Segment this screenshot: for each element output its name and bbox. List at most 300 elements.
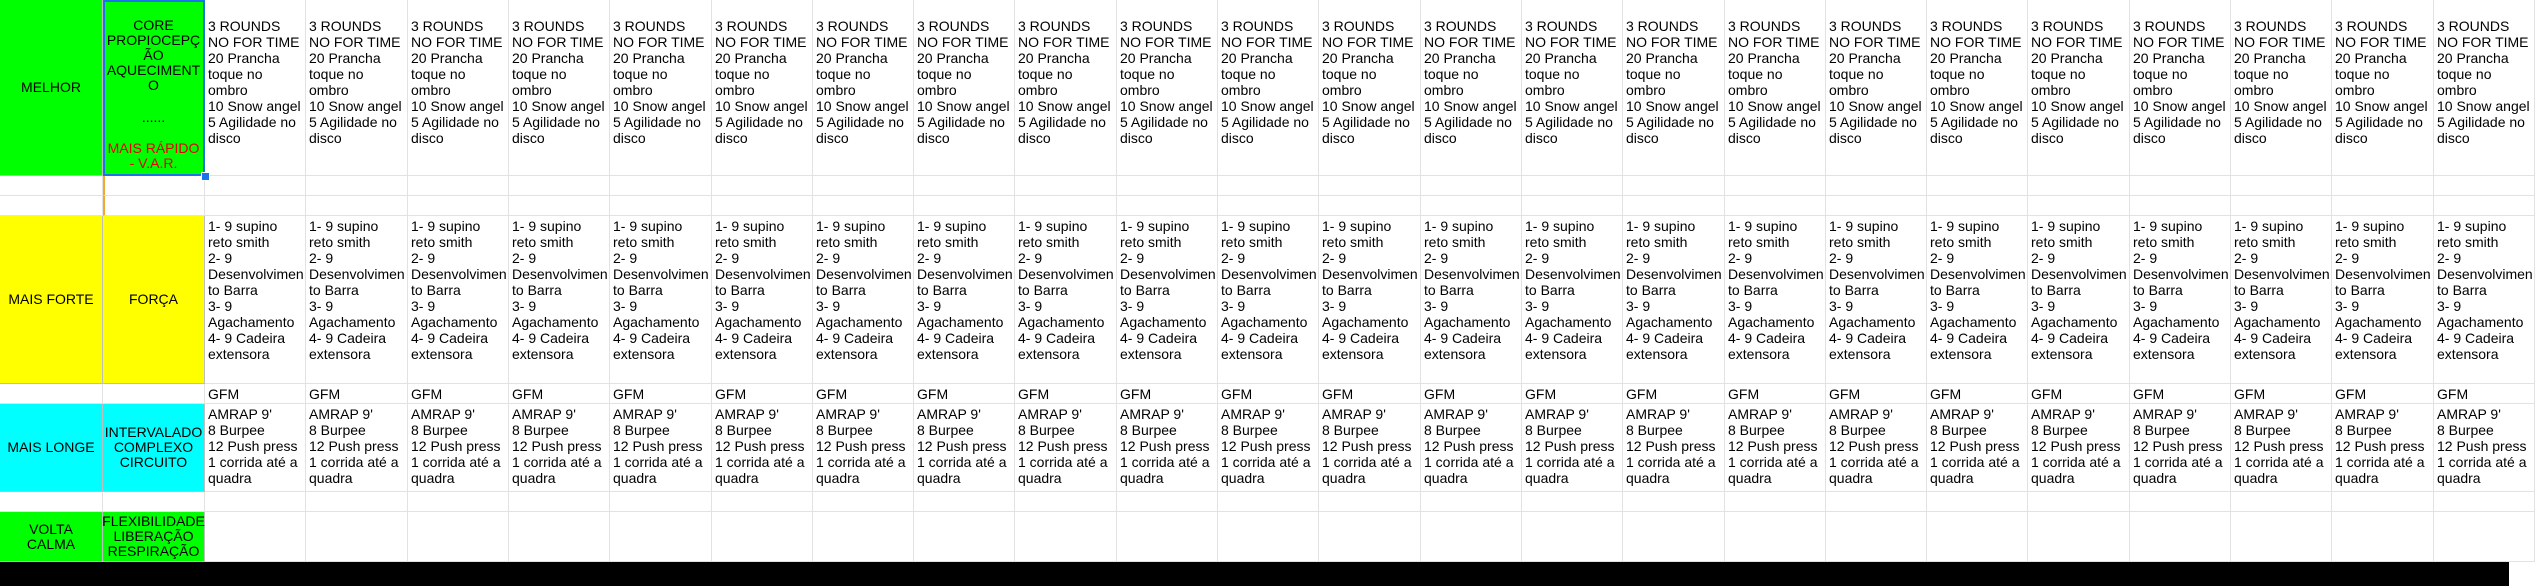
cell-empty[interactable]: [1319, 0, 1421, 16]
cell-rounds[interactable]: [2130, 16, 2231, 176]
cell-rounds[interactable]: [2028, 16, 2130, 176]
cell-empty[interactable]: [813, 0, 914, 16]
cell-empty[interactable]: [408, 0, 509, 16]
category-mais-longe-text: MAIS LONGE: [7, 439, 95, 455]
cell-rounds-text: 3 ROUNDS NO FOR TIME 20 Prancha toque no ombro 10 Snow angel 5 Agilidade no disco: [512, 18, 605, 146]
cell-forca-exercicios-text: 1- 9 supino reto smith 2- 9 Desenvolvimento Barra 3- 9 Agachamento 4- 9 Cadeira extensora: [613, 218, 709, 362]
cell-amrap[interactable]: [2434, 404, 2535, 492]
warmup-var-text: MAIS RÁPIDO - V.A.R.: [107, 140, 200, 171]
cell-amrap[interactable]: [813, 404, 914, 492]
cell-empty[interactable]: [712, 176, 813, 196]
cell-forca-exercicios[interactable]: [1319, 216, 1421, 384]
cell-gfm[interactable]: [2231, 384, 2332, 404]
cell-forca-exercicios[interactable]: [2231, 216, 2332, 384]
cell-empty[interactable]: [1117, 176, 1218, 196]
cell-forca-exercicios[interactable]: [1015, 216, 1117, 384]
cell-forca-exercicios[interactable]: [205, 216, 306, 384]
cell-rounds[interactable]: [1522, 16, 1623, 176]
cell-rounds[interactable]: [1117, 16, 1218, 176]
cell-empty[interactable]: [914, 0, 1015, 16]
cell-rounds[interactable]: [205, 16, 306, 176]
cell-forca-exercicios[interactable]: [408, 216, 509, 384]
cell-gfm[interactable]: [2028, 384, 2130, 404]
cell-amrap-text: AMRAP 9' 8 Burpee 12 Push press 1 corrida até a quadra: [917, 406, 1007, 486]
cell-amrap[interactable]: [1725, 404, 1826, 492]
cell-empty[interactable]: [2332, 0, 2434, 16]
cell-forca-exercicios[interactable]: [2028, 216, 2130, 384]
cell-flexibilidade[interactable]: [103, 512, 205, 562]
cell-rounds-text: 3 ROUNDS NO FOR TIME 20 Prancha toque no ombro 10 Snow angel 5 Agilidade no disco: [1930, 18, 2023, 146]
cell-empty[interactable]: [1623, 176, 1725, 196]
cell-gfm[interactable]: [1725, 384, 1826, 404]
cell-empty[interactable]: [1218, 176, 1319, 196]
cell-empty[interactable]: [1218, 512, 1319, 562]
cell-warmup[interactable]: [103, 0, 205, 176]
cell-empty[interactable]: [2434, 492, 2535, 512]
cell-empty[interactable]: [1826, 492, 1927, 512]
cell-amrap-text: AMRAP 9' 8 Burpee 12 Push press 1 corrida até a quadra: [411, 406, 501, 486]
cell-empty[interactable]: [2434, 196, 2535, 216]
cell-rounds-text: 3 ROUNDS NO FOR TIME 20 Prancha toque no ombro 10 Snow angel 5 Agilidade no disco: [1829, 18, 1922, 146]
cell-amrap[interactable]: [509, 404, 610, 492]
cell-rounds[interactable]: [2332, 16, 2434, 176]
cell-empty[interactable]: [509, 492, 610, 512]
cell-empty[interactable]: [1623, 196, 1725, 216]
cell-empty[interactable]: [0, 196, 103, 216]
cell-gfm-text: GFM: [208, 386, 240, 402]
cell-empty[interactable]: [2028, 196, 2130, 216]
cell-empty[interactable]: [205, 0, 306, 16]
cell-forca-exercicios-text: 1- 9 supino reto smith 2- 9 Desenvolvimento Barra 3- 9 Agachamento 4- 9 Cadeira extensora: [1424, 218, 1520, 362]
cell-empty[interactable]: [2434, 0, 2535, 16]
cell-empty[interactable]: [2231, 0, 2332, 16]
cell-empty[interactable]: [610, 196, 712, 216]
cell-amrap[interactable]: [2332, 404, 2434, 492]
cell-amrap-text: AMRAP 9' 8 Burpee 12 Push press 1 corrida até a quadra: [2133, 406, 2223, 486]
cell-amrap-text: AMRAP 9' 8 Burpee 12 Push press 1 corrida até a quadra: [1424, 406, 1514, 486]
cell-forca-exercicios-text: 1- 9 supino reto smith 2- 9 Desenvolvimento Barra 3- 9 Agachamento 4- 9 Cadeira extensora: [917, 218, 1013, 362]
cell-rounds[interactable]: [1623, 16, 1725, 176]
cell-gfm[interactable]: [1522, 384, 1623, 404]
bottom-black-bar: [0, 562, 2509, 586]
cell-rounds-text: 3 ROUNDS NO FOR TIME 20 Prancha toque no ombro 10 Snow angel 5 Agilidade no disco: [1424, 18, 1517, 146]
cell-rounds-text: 3 ROUNDS NO FOR TIME 20 Prancha toque no ombro 10 Snow angel 5 Agilidade no disco: [1322, 18, 1415, 146]
cell-empty[interactable]: [2130, 492, 2231, 512]
cell-empty[interactable]: [1725, 0, 1826, 16]
cell-empty[interactable]: [813, 176, 914, 196]
cell-empty[interactable]: [1927, 492, 2028, 512]
cell-empty[interactable]: [2332, 512, 2434, 562]
cell-empty[interactable]: [103, 196, 205, 216]
cell-forca-exercicios-text: 1- 9 supino reto smith 2- 9 Desenvolvimento Barra 3- 9 Agachamento 4- 9 Cadeira extensora: [411, 218, 507, 362]
cell-rounds-text: 3 ROUNDS NO FOR TIME 20 Prancha toque no ombro 10 Snow angel 5 Agilidade no disco: [1626, 18, 1719, 146]
cell-empty[interactable]: [1826, 196, 1927, 216]
cell-amrap-text: AMRAP 9' 8 Burpee 12 Push press 1 corrida até a quadra: [2234, 406, 2324, 486]
cell-empty[interactable]: [205, 176, 306, 196]
cell-rounds[interactable]: [306, 16, 408, 176]
cell-gfm[interactable]: [1826, 384, 1927, 404]
cell-empty[interactable]: [1623, 492, 1725, 512]
cell-rounds[interactable]: [813, 16, 914, 176]
cell-empty[interactable]: [205, 196, 306, 216]
cell-gfm-text: GFM: [309, 386, 341, 402]
cell-rounds[interactable]: [712, 16, 813, 176]
cell-forca-exercicios[interactable]: [1117, 216, 1218, 384]
cell-gfm[interactable]: [408, 384, 509, 404]
cell-empty[interactable]: [813, 196, 914, 216]
cell-gfm[interactable]: [914, 384, 1015, 404]
cell-empty[interactable]: [2028, 512, 2130, 562]
cell-forca-exercicios-text: 1- 9 supino reto smith 2- 9 Desenvolvimento Barra 3- 9 Agachamento 4- 9 Cadeira extensora: [1018, 218, 1114, 362]
cell-amrap[interactable]: [306, 404, 408, 492]
cell-rounds-text: 3 ROUNDS NO FOR TIME 20 Prancha toque no ombro 10 Snow angel 5 Agilidade no disco: [1018, 18, 1111, 146]
cell-gfm[interactable]: [1421, 384, 1522, 404]
cell-empty[interactable]: [1421, 176, 1522, 196]
cell-empty[interactable]: [1623, 512, 1725, 562]
cell-empty[interactable]: [1015, 176, 1117, 196]
cell-forca-exercicios-text: 1- 9 supino reto smith 2- 9 Desenvolvimento Barra 3- 9 Agachamento 4- 9 Cadeira extensora: [816, 218, 912, 362]
cell-rounds[interactable]: [1421, 16, 1522, 176]
cell-gfm[interactable]: [306, 384, 408, 404]
cell-gfm-text: GFM: [715, 386, 747, 402]
cell-amrap-text: AMRAP 9' 8 Burpee 12 Push press 1 corrida até a quadra: [613, 406, 703, 486]
cell-empty[interactable]: [306, 492, 408, 512]
cell-empty[interactable]: [509, 176, 610, 196]
cell-amrap-text: AMRAP 9' 8 Burpee 12 Push press 1 corrida até a quadra: [309, 406, 399, 486]
cell-empty[interactable]: [0, 384, 103, 404]
cell-forca-exercicios[interactable]: [1218, 216, 1319, 384]
cell-gfm[interactable]: [1319, 384, 1421, 404]
cell-gfm-text: GFM: [613, 386, 645, 402]
cell-gfm-text: GFM: [816, 386, 848, 402]
cell-empty[interactable]: [1927, 0, 2028, 16]
cell-gfm-text: GFM: [917, 386, 949, 402]
cell-amrap[interactable]: [712, 404, 813, 492]
cell-amrap-text: AMRAP 9' 8 Burpee 12 Push press 1 corrida até a quadra: [512, 406, 602, 486]
cell-rounds-text: 3 ROUNDS NO FOR TIME 20 Prancha toque no ombro 10 Snow angel 5 Agilidade no disco: [309, 18, 402, 146]
cell-empty[interactable]: [2231, 176, 2332, 196]
cell-rounds[interactable]: [1927, 16, 2028, 176]
cell-forca-exercicios-text: 1- 9 supino reto smith 2- 9 Desenvolvimento Barra 3- 9 Agachamento 4- 9 Cadeira extensora: [208, 218, 304, 362]
cell-empty[interactable]: [1218, 0, 1319, 16]
cell-forca-exercicios[interactable]: [813, 216, 914, 384]
cell-rounds[interactable]: [914, 16, 1015, 176]
cell-empty[interactable]: [1421, 196, 1522, 216]
cell-forca-exercicios[interactable]: [1623, 216, 1725, 384]
warmup-title: CORE PROPIOCEPÇ ÃO AQUECIMENT O: [106, 17, 201, 93]
cell-gfm[interactable]: [2434, 384, 2535, 404]
cell-empty[interactable]: [509, 196, 610, 216]
cell-forca-exercicios[interactable]: [1522, 216, 1623, 384]
cell-rounds[interactable]: [2434, 16, 2535, 176]
cell-gfm-text: GFM: [2335, 386, 2367, 402]
cell-empty[interactable]: [0, 176, 103, 196]
cell-empty[interactable]: [1015, 512, 1117, 562]
cell-empty[interactable]: [1725, 512, 1826, 562]
cell-gfm[interactable]: [1117, 384, 1218, 404]
cell-amrap[interactable]: [2231, 404, 2332, 492]
cell-rounds-text: 3 ROUNDS NO FOR TIME 20 Prancha toque no ombro 10 Snow angel 5 Agilidade no disco: [2031, 18, 2124, 146]
cell-empty[interactable]: [1826, 176, 1927, 196]
cell-forca-exercicios-text: 1- 9 supino reto smith 2- 9 Desenvolvimento Barra 3- 9 Agachamento 4- 9 Cadeira extensora: [1322, 218, 1418, 362]
cell-empty[interactable]: [914, 512, 1015, 562]
cell-amrap[interactable]: [1117, 404, 1218, 492]
cell-amrap-text: AMRAP 9' 8 Burpee 12 Push press 1 corrida até a quadra: [1829, 406, 1919, 486]
cell-amrap-text: AMRAP 9' 8 Burpee 12 Push press 1 corrida até a quadra: [1728, 406, 1818, 486]
cell-empty[interactable]: [1522, 492, 1623, 512]
cell-amrap-text: AMRAP 9' 8 Burpee 12 Push press 1 corrida até a quadra: [1018, 406, 1108, 486]
cell-empty[interactable]: [2434, 512, 2535, 562]
cell-empty[interactable]: [1725, 492, 1826, 512]
cell-empty[interactable]: [712, 196, 813, 216]
cell-amrap[interactable]: [1218, 404, 1319, 492]
cell-gfm[interactable]: [1015, 384, 1117, 404]
cell-empty[interactable]: [610, 512, 712, 562]
cell-amrap[interactable]: [1015, 404, 1117, 492]
cell-rounds[interactable]: [1218, 16, 1319, 176]
cell-rounds-text: 3 ROUNDS NO FOR TIME 20 Prancha toque no ombro 10 Snow angel 5 Agilidade no disco: [208, 18, 301, 146]
cell-category-mais-longe[interactable]: [0, 404, 103, 492]
cell-empty[interactable]: [103, 492, 205, 512]
cell-empty[interactable]: [408, 176, 509, 196]
cell-gfm-text: GFM: [512, 386, 544, 402]
cell-amrap[interactable]: [1623, 404, 1725, 492]
cell-gfm-text: GFM: [2133, 386, 2165, 402]
cell-forca-exercicios[interactable]: [509, 216, 610, 384]
cell-category-volta-calma[interactable]: [0, 512, 103, 562]
cell-empty[interactable]: [712, 512, 813, 562]
cell-amrap-text: AMRAP 9' 8 Burpee 12 Push press 1 corrida até a quadra: [1930, 406, 2020, 486]
cell-rounds[interactable]: [1826, 16, 1927, 176]
cell-empty[interactable]: [1117, 0, 1218, 16]
cell-gfm[interactable]: [205, 384, 306, 404]
cell-rounds[interactable]: [2231, 16, 2332, 176]
cell-empty[interactable]: [1725, 176, 1826, 196]
cell-forca-exercicios-text: 1- 9 supino reto smith 2- 9 Desenvolvimento Barra 3- 9 Agachamento 4- 9 Cadeira extensora: [512, 218, 608, 362]
cell-empty[interactable]: [306, 0, 408, 16]
cell-empty[interactable]: [2130, 176, 2231, 196]
cell-empty[interactable]: [509, 512, 610, 562]
cell-empty[interactable]: [1522, 176, 1623, 196]
cell-rounds[interactable]: [408, 16, 509, 176]
cell-forca-exercicios[interactable]: [1826, 216, 1927, 384]
cell-rounds[interactable]: [610, 16, 712, 176]
cell-empty[interactable]: [1319, 176, 1421, 196]
cell-rounds[interactable]: [1319, 16, 1421, 176]
cell-empty[interactable]: [1421, 512, 1522, 562]
cell-forca-exercicios-text: 1- 9 supino reto smith 2- 9 Desenvolvimento Barra 3- 9 Agachamento 4- 9 Cadeira extensora: [1626, 218, 1722, 362]
cell-empty[interactable]: [1015, 492, 1117, 512]
cell-forca-exercicios-text: 1- 9 supino reto smith 2- 9 Desenvolvimento Barra 3- 9 Agachamento 4- 9 Cadeira extensora: [2234, 218, 2330, 362]
cell-forca-exercicios-text: 1- 9 supino reto smith 2- 9 Desenvolvimento Barra 3- 9 Agachamento 4- 9 Cadeira extensora: [715, 218, 811, 362]
cell-gfm[interactable]: [509, 384, 610, 404]
cell-empty[interactable]: [2028, 176, 2130, 196]
cell-empty[interactable]: [1623, 0, 1725, 16]
cell-gfm-text: GFM: [411, 386, 443, 402]
cell-empty[interactable]: [914, 176, 1015, 196]
cell-rounds-text: 3 ROUNDS NO FOR TIME 20 Prancha toque no ombro 10 Snow angel 5 Agilidade no disco: [1221, 18, 1314, 146]
cell-forca-exercicios[interactable]: [1725, 216, 1826, 384]
cell-amrap[interactable]: [2028, 404, 2130, 492]
cell-empty[interactable]: [2130, 0, 2231, 16]
cell-empty[interactable]: [2332, 176, 2434, 196]
cell-empty[interactable]: [2231, 512, 2332, 562]
cell-empty[interactable]: [2332, 196, 2434, 216]
cell-forca-exercicios-text: 1- 9 supino reto smith 2- 9 Desenvolvimento Barra 3- 9 Agachamento 4- 9 Cadeira extensora: [2031, 218, 2127, 362]
cell-empty[interactable]: [610, 492, 712, 512]
cell-rounds-text: 3 ROUNDS NO FOR TIME 20 Prancha toque no ombro 10 Snow angel 5 Agilidade no disco: [816, 18, 909, 146]
intervalado-text: INTERVALADO COMPLEXO CIRCUITO: [104, 424, 203, 470]
cell-gfm[interactable]: [813, 384, 914, 404]
cell-empty[interactable]: [813, 512, 914, 562]
cell-gfm[interactable]: [1218, 384, 1319, 404]
cell-empty[interactable]: [712, 0, 813, 16]
cell-gfm[interactable]: [712, 384, 813, 404]
cell-empty[interactable]: [1522, 196, 1623, 216]
cell-amrap[interactable]: [205, 404, 306, 492]
cell-gfm-text: GFM: [1120, 386, 1152, 402]
cell-gfm[interactable]: [2332, 384, 2434, 404]
cell-rounds[interactable]: [1725, 16, 1826, 176]
cell-empty[interactable]: [1725, 196, 1826, 216]
cell-empty[interactable]: [1927, 512, 2028, 562]
cell-empty[interactable]: [1117, 196, 1218, 216]
cell-empty[interactable]: [2130, 512, 2231, 562]
cell-intervalado[interactable]: [103, 404, 205, 492]
cell-forca-exercicios[interactable]: [1927, 216, 2028, 384]
cell-gfm-text: GFM: [1829, 386, 1861, 402]
cell-amrap[interactable]: [914, 404, 1015, 492]
cell-empty[interactable]: [2434, 176, 2535, 196]
cell-forca-exercicios[interactable]: [2332, 216, 2434, 384]
cell-rounds-text: 3 ROUNDS NO FOR TIME 20 Prancha toque no ombro 10 Snow angel 5 Agilidade no disco: [2437, 18, 2530, 146]
cell-empty[interactable]: [1421, 0, 1522, 16]
cell-gfm[interactable]: [2130, 384, 2231, 404]
cell-empty[interactable]: [610, 176, 712, 196]
cell-empty[interactable]: [2130, 196, 2231, 216]
cell-category-melhor[interactable]: [0, 0, 103, 176]
cell-rounds-text: 3 ROUNDS NO FOR TIME 20 Prancha toque no ombro 10 Snow angel 5 Agilidade no disco: [715, 18, 808, 146]
cell-gfm[interactable]: [610, 384, 712, 404]
cell-amrap[interactable]: [408, 404, 509, 492]
cell-empty[interactable]: [408, 492, 509, 512]
cell-empty[interactable]: [1218, 196, 1319, 216]
cell-gfm-text: GFM: [1018, 386, 1050, 402]
warmup-dots: ......: [141, 109, 166, 125]
cell-empty[interactable]: [408, 196, 509, 216]
cell-empty[interactable]: [1319, 196, 1421, 216]
cell-empty[interactable]: [205, 512, 306, 562]
cell-empty[interactable]: [1522, 0, 1623, 16]
cell-forca-exercicios[interactable]: [610, 216, 712, 384]
cell-forca-exercicios-text: 1- 9 supino reto smith 2- 9 Desenvolvimento Barra 3- 9 Agachamento 4- 9 Cadeira extensora: [1930, 218, 2026, 362]
cell-amrap[interactable]: [1927, 404, 2028, 492]
cell-empty[interactable]: [205, 492, 306, 512]
cell-empty[interactable]: [2028, 0, 2130, 16]
cell-amrap[interactable]: [1826, 404, 1927, 492]
cell-empty[interactable]: [2332, 492, 2434, 512]
cell-empty[interactable]: [914, 492, 1015, 512]
cell-empty[interactable]: [1927, 176, 2028, 196]
cell-category-mais-forte[interactable]: [0, 216, 103, 384]
cell-empty[interactable]: [2231, 492, 2332, 512]
cell-forca-exercicios[interactable]: [2130, 216, 2231, 384]
cell-empty[interactable]: [712, 492, 813, 512]
selection-fill-handle[interactable]: [201, 172, 210, 181]
cell-rounds-text: 3 ROUNDS NO FOR TIME 20 Prancha toque no ombro 10 Snow angel 5 Agilidade no disco: [1120, 18, 1213, 146]
cell-empty[interactable]: [1319, 492, 1421, 512]
cell-forca-exercicios[interactable]: [306, 216, 408, 384]
cell-empty[interactable]: [813, 492, 914, 512]
cell-rounds-text: 3 ROUNDS NO FOR TIME 20 Prancha toque no ombro 10 Snow angel 5 Agilidade no disco: [2335, 18, 2428, 146]
cell-forca-exercicios[interactable]: [712, 216, 813, 384]
cell-forca-exercicios[interactable]: [1421, 216, 1522, 384]
cell-rounds[interactable]: [509, 16, 610, 176]
cell-empty[interactable]: [306, 176, 408, 196]
cell-empty[interactable]: [1319, 512, 1421, 562]
cell-empty[interactable]: [1826, 0, 1927, 16]
cell-empty[interactable]: [1522, 512, 1623, 562]
cell-empty[interactable]: [306, 512, 408, 562]
cell-amrap[interactable]: [1522, 404, 1623, 492]
cell-empty[interactable]: [408, 512, 509, 562]
cell-empty[interactable]: [1218, 492, 1319, 512]
cell-empty[interactable]: [914, 196, 1015, 216]
cell-empty[interactable]: [103, 176, 205, 196]
cell-gfm[interactable]: [1927, 384, 2028, 404]
cell-amrap[interactable]: [610, 404, 712, 492]
cell-amrap-text: AMRAP 9' 8 Burpee 12 Push press 1 corrida até a quadra: [1221, 406, 1311, 486]
category-mais-forte-text: MAIS FORTE: [8, 291, 94, 307]
cell-empty[interactable]: [1421, 492, 1522, 512]
flexibilidade-text: FLEXIBILIDADE LIBERAÇÃO RESPIRAÇÃO: [102, 513, 205, 559]
cell-gfm-text: GFM: [1525, 386, 1557, 402]
cell-amrap-text: AMRAP 9' 8 Burpee 12 Push press 1 corrida até a quadra: [2437, 406, 2527, 486]
cell-empty[interactable]: [2028, 492, 2130, 512]
cell-empty[interactable]: [1927, 196, 2028, 216]
cell-amrap-text: AMRAP 9' 8 Burpee 12 Push press 1 corrida até a quadra: [715, 406, 805, 486]
cell-forca-exercicios-text: 1- 9 supino reto smith 2- 9 Desenvolvimento Barra 3- 9 Agachamento 4- 9 Cadeira extensora: [1221, 218, 1317, 362]
cell-gfm-text: GFM: [1424, 386, 1456, 402]
cell-empty[interactable]: [1826, 512, 1927, 562]
cell-forca-exercicios[interactable]: [2434, 216, 2535, 384]
cell-amrap-text: AMRAP 9' 8 Burpee 12 Push press 1 corrida até a quadra: [208, 406, 298, 486]
cell-rounds-text: 3 ROUNDS NO FOR TIME 20 Prancha toque no ombro 10 Snow angel 5 Agilidade no disco: [917, 18, 1010, 146]
cell-forca-exercicios-text: 1- 9 supino reto smith 2- 9 Desenvolvimento Barra 3- 9 Agachamento 4- 9 Cadeira extensora: [2437, 218, 2533, 362]
cell-empty[interactable]: [509, 0, 610, 16]
cell-empty[interactable]: [1015, 0, 1117, 16]
cell-forca[interactable]: [103, 216, 205, 384]
cell-gfm-text: GFM: [2031, 386, 2063, 402]
cell-rounds-text: 3 ROUNDS NO FOR TIME 20 Prancha toque no ombro 10 Snow angel 5 Agilidade no disco: [613, 18, 706, 146]
cell-empty[interactable]: [1117, 512, 1218, 562]
cell-rounds[interactable]: [1015, 16, 1117, 176]
cell-rounds-text: 3 ROUNDS NO FOR TIME 20 Prancha toque no ombro 10 Snow angel 5 Agilidade no disco: [2234, 18, 2327, 146]
cell-empty[interactable]: [0, 492, 103, 512]
cell-amrap[interactable]: [2130, 404, 2231, 492]
cell-empty[interactable]: [103, 384, 205, 404]
cell-gfm-text: GFM: [1322, 386, 1354, 402]
cell-empty[interactable]: [306, 196, 408, 216]
cell-empty[interactable]: [2231, 196, 2332, 216]
cell-amrap[interactable]: [1319, 404, 1421, 492]
cell-empty[interactable]: [1015, 196, 1117, 216]
cell-empty[interactable]: [610, 0, 712, 16]
cell-amrap[interactable]: [1421, 404, 1522, 492]
cell-empty[interactable]: [1117, 492, 1218, 512]
cell-gfm[interactable]: [1623, 384, 1725, 404]
cell-forca-exercicios[interactable]: [914, 216, 1015, 384]
